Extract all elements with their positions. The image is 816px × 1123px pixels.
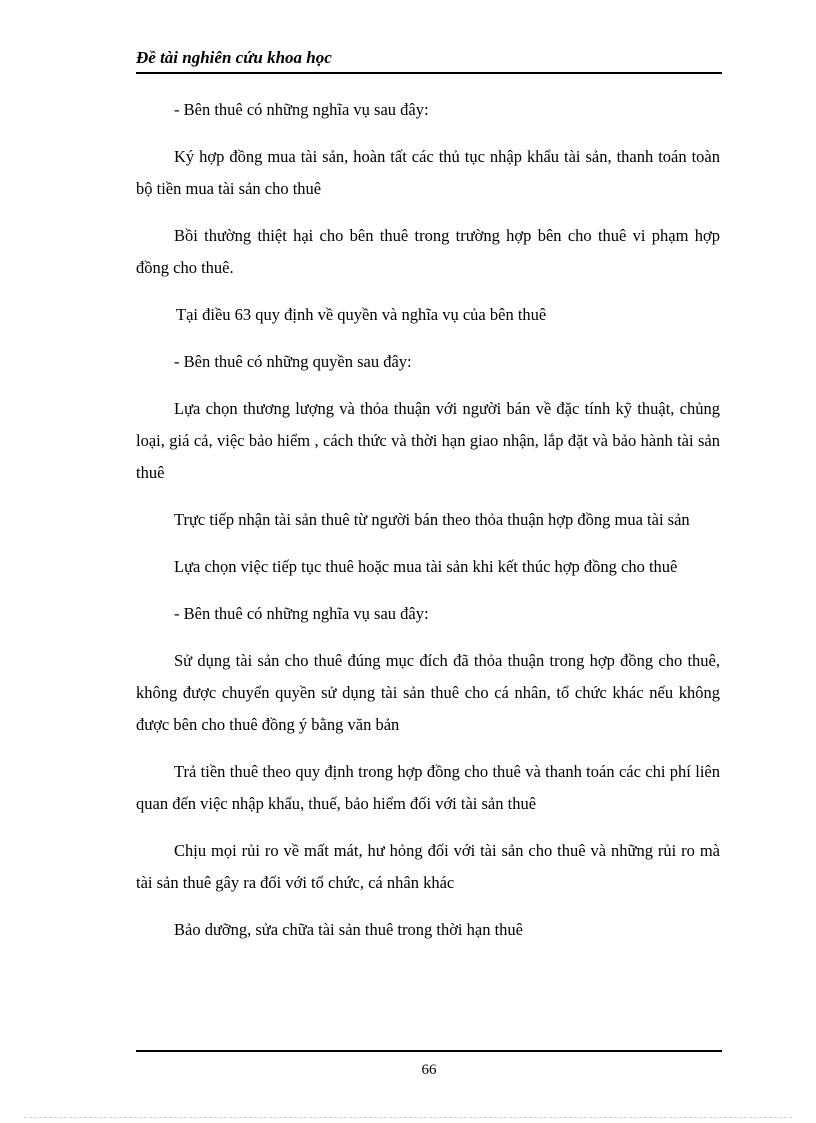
- paragraph-bear-risks: Chịu mọi rủi ro về mất mát, hư hỏng đối với tài sản cho thuê và những rủi ro mà tài sản thuê gây ra đối với tổ chức, cá nhân khác: [136, 841, 720, 892]
- header-title: Đề tài nghiên cứu khoa học: [136, 48, 332, 67]
- paragraph-use-asset-purpose: Sử dụng tài sản cho thuê đúng mục đích đã thỏa thuận trong hợp đồng cho thuê, không được chuyển quyền sử dụng tài sản thuê cho cá nhân, tổ chức khác nếu không được bên cho thuê đồng ý bằng văn bản: [136, 651, 720, 734]
- paragraph-rights-heading: - Bên thuê có những quyền sau đây:: [174, 352, 412, 371]
- paragraph-article-63: Tại điều 63 quy định về quyền và nghĩa vụ của bên thuê: [176, 305, 547, 324]
- paragraph-negotiate-seller: Lựa chọn thương lượng và thỏa thuận với người bán về đặc tính kỹ thuật, chủng loại, giá cả, việc bảo hiểm , cách thức và thời hạn giao nhận, lắp đặt và bảo hành tài sản thuê: [136, 399, 720, 482]
- paragraph-obligations-heading-2: - Bên thuê có những nghĩa vụ sau đây:: [174, 604, 429, 623]
- paragraph-sign-purchase-contract: Ký hợp đồng mua tài sản, hoàn tất các thủ tục nhập khẩu tài sản, thanh toán toàn bộ tiền mua tài sản cho thuê: [136, 147, 720, 198]
- paragraph-obligations-heading-1: - Bên thuê có những nghĩa vụ sau đây:: [174, 100, 429, 119]
- page-header: [136, 44, 722, 74]
- page-number: 66: [421, 1062, 437, 1078]
- footer-divider: [136, 1050, 722, 1052]
- page-edge-divider: [24, 1117, 792, 1118]
- paragraph-compensation: Bồi thường thiệt hại cho bên thuê trong trường hợp bên cho thuê vi phạm hợp đồng cho thuê.: [136, 226, 720, 277]
- document-body: [136, 94, 720, 946]
- paragraph-continue-or-buy: Lựa chọn việc tiếp tục thuê hoặc mua tài sản khi kết thúc hợp đồng cho thuê: [174, 557, 678, 576]
- paragraph-receive-asset: Trực tiếp nhận tài sản thuê từ người bán theo thỏa thuận hợp đồng mua tài sản: [174, 510, 690, 529]
- paragraph-pay-rent: Trả tiền thuê theo quy định trong hợp đồng cho thuê và thanh toán các chi phí liên quan đến việc nhập khẩu, thuế, bảo hiểm đối với tài sản thuê: [136, 762, 720, 813]
- paragraph-maintenance: Bảo dưỡng, sửa chữa tài sản thuê trong thời hạn thuê: [174, 920, 523, 939]
